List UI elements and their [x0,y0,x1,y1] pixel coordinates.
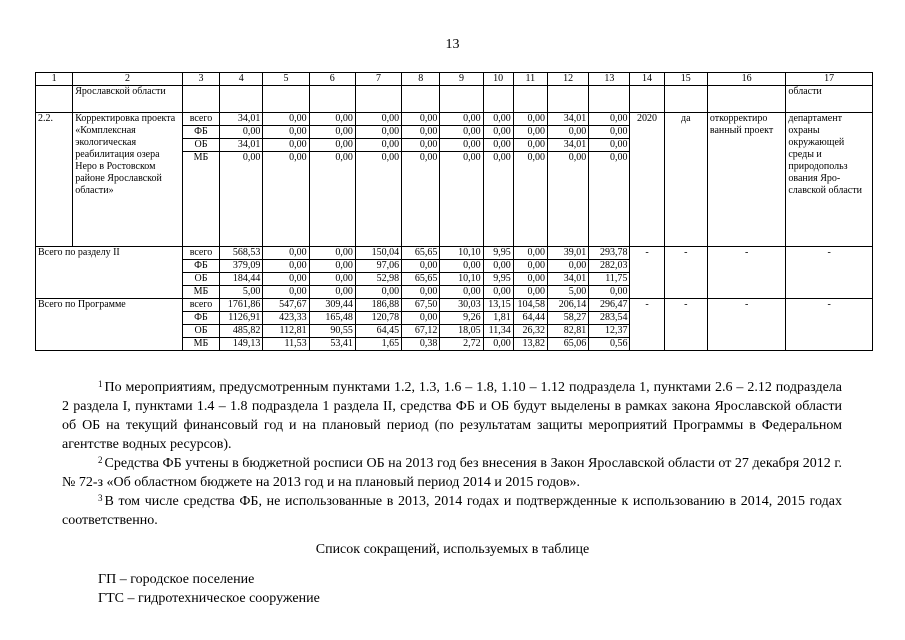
amount-cell: 296,47 [589,299,630,312]
abbreviation-item: ГП – городское поселение [98,572,255,587]
table-row [36,113,873,126]
col-num: 17 [786,73,873,86]
table-row [36,247,873,260]
dash-cell: - [786,247,873,299]
col-num: 12 [547,73,588,86]
amount-cell: 547,67 [263,299,309,312]
table-row [36,299,873,312]
amount-cell: 282,03 [589,260,630,273]
amount-cell: 9,95 [483,273,513,286]
amount-cell: 53,41 [309,338,355,351]
amount-cell: 9,26 [440,312,483,325]
funding-source: всего [182,299,219,312]
amount-cell: 104,58 [513,299,547,312]
cell [664,86,707,113]
amount-cell: 0,00 [263,286,309,299]
footnotes [62,378,842,530]
amount-cell: 0,00 [589,286,630,299]
amount-cell: 67,12 [402,325,440,338]
amount-cell: 0,00 [309,247,355,260]
amount-cell: 206,14 [547,299,588,312]
col-num: 6 [309,73,355,86]
amount-cell: 0,00 [483,126,513,139]
item-flag: да [664,113,707,247]
amount-cell: 34,01 [547,139,588,152]
amount-cell: 0,00 [513,260,547,273]
funding-source: ФБ [182,126,219,139]
amount-cell: 0,00 [309,139,355,152]
amount-cell: 39,01 [547,247,588,260]
cell [513,86,547,113]
amount-cell: 379,09 [220,260,263,273]
amount-cell: 0,00 [355,139,401,152]
dash-cell: - [707,247,785,299]
amount-cell: 0,00 [355,286,401,299]
cell [220,86,263,113]
amount-cell: 10,10 [440,273,483,286]
amount-cell: 0,00 [309,260,355,273]
continuation-executor: области [786,86,873,113]
amount-cell: 0,00 [513,247,547,260]
amount-cell: 0,00 [309,273,355,286]
amount-cell: 0,00 [440,126,483,139]
abbreviations-title: Список сокращений, используемых в таблице [315,542,590,557]
amount-cell: 0,38 [402,338,440,351]
continuation-row [36,86,873,113]
budget-table [35,72,873,351]
amount-cell: 18,05 [440,325,483,338]
cell [630,86,664,113]
funding-source: всего [182,247,219,260]
amount-cell: 0,00 [355,113,401,126]
amount-cell: 0,00 [483,338,513,351]
footnote [62,492,842,530]
funding-source: МБ [182,286,219,299]
amount-cell: 0,00 [263,273,309,286]
col-num: 7 [355,73,401,86]
col-num: 5 [263,73,309,86]
cell [483,86,513,113]
item-number: 2.2. [36,113,73,247]
amount-cell: 90,55 [309,325,355,338]
footnote-mark: 3 [98,493,103,503]
amount-cell: 184,44 [220,273,263,286]
amount-cell: 293,78 [589,247,630,260]
amount-cell: 12,37 [589,325,630,338]
amount-cell: 0,00 [263,113,309,126]
amount-cell: 0,00 [263,247,309,260]
amount-cell: 67,50 [402,299,440,312]
amount-cell: 5,00 [220,286,263,299]
col-num: 10 [483,73,513,86]
footnote-mark: 2 [98,455,103,465]
amount-cell: 65,65 [402,273,440,286]
footnote-text: В том числе средства ФБ, не использованные в 2013, 2014 годах и подтвержденные к использованию в 2014, 2015 годах соответственно. [62,494,842,528]
cell [547,86,588,113]
footnote [62,378,842,454]
amount-cell: 0,00 [402,286,440,299]
amount-cell: 5,00 [547,286,588,299]
amount-cell: 165,48 [309,312,355,325]
col-num: 16 [707,73,785,86]
amount-cell: 0,00 [402,312,440,325]
amount-cell: 568,53 [220,247,263,260]
amount-cell: 0,00 [309,152,355,247]
cell [707,86,785,113]
amount-cell: 30,03 [440,299,483,312]
cell [355,86,401,113]
total-label: Всего по разделу II [36,247,183,299]
col-num: 14 [630,73,664,86]
funding-source: ОБ [182,139,219,152]
dash-cell: - [664,299,707,351]
cell [36,86,73,113]
amount-cell: 0,00 [440,260,483,273]
amount-cell: 0,00 [355,152,401,247]
amount-cell: 10,10 [440,247,483,260]
amount-cell: 1126,91 [220,312,263,325]
footnote-mark: 1 [98,379,103,389]
col-num: 13 [589,73,630,86]
amount-cell: 13,82 [513,338,547,351]
amount-cell: 149,13 [220,338,263,351]
funding-source: ОБ [182,273,219,286]
funding-source: всего [182,113,219,126]
amount-cell: 26,32 [513,325,547,338]
amount-cell: 13,15 [483,299,513,312]
amount-cell: 309,44 [309,299,355,312]
amount-cell: 0,00 [402,152,440,247]
dash-cell: - [786,299,873,351]
funding-source: ФБ [182,312,219,325]
amount-cell: 0,00 [402,113,440,126]
abbreviations-list [98,570,320,608]
amount-cell: 0,00 [355,126,401,139]
amount-cell: 0,00 [513,139,547,152]
amount-cell: 2,72 [440,338,483,351]
amount-cell: 9,95 [483,247,513,260]
cell [440,86,483,113]
funding-source: ОБ [182,325,219,338]
footnote-text: По мероприятиям, предусмотренным пунктами 1.2, 1.3, 1.6 – 1.8, 1.10 – 1.12 подраздела 1, пунктами 2.6 – 2.12 подраздела 2 раздела I, пунктами 1.4 – 1.8 подраздела 1 раздела II, средства ФБ и ОБ будут выделены в рамках закона Ярославской области об ОБ на текущий финансовый год и на плановый период (по результатам защиты мероприятий Программы в Федеральном агентстве водных ресурсов). [62,380,842,452]
amount-cell: 97,06 [355,260,401,273]
amount-cell: 0,00 [263,126,309,139]
amount-cell: 34,01 [220,139,263,152]
amount-cell: 64,44 [513,312,547,325]
amount-cell: 64,45 [355,325,401,338]
amount-cell: 0,00 [483,139,513,152]
amount-cell: 0,00 [402,260,440,273]
amount-cell: 82,81 [547,325,588,338]
amount-cell: 0,00 [309,286,355,299]
col-num: 9 [440,73,483,86]
amount-cell: 0,00 [483,113,513,126]
col-num: 1 [36,73,73,86]
amount-cell: 1761,86 [220,299,263,312]
col-num: 4 [220,73,263,86]
col-num: 2 [73,73,183,86]
amount-cell: 0,00 [440,113,483,126]
amount-cell: 58,27 [547,312,588,325]
amount-cell: 0,00 [440,152,483,247]
amount-cell: 0,00 [263,139,309,152]
amount-cell: 0,00 [309,113,355,126]
amount-cell: 0,00 [547,152,588,247]
amount-cell: 1,81 [483,312,513,325]
dash-cell: - [630,299,664,351]
column-numbers-row [36,73,873,86]
amount-cell: 0,00 [513,286,547,299]
col-num: 3 [182,73,219,86]
dash-cell: - [707,299,785,351]
dash-cell: - [664,247,707,299]
amount-cell: 11,75 [589,273,630,286]
amount-cell: 0,00 [220,126,263,139]
item-executor: департамент охраны окружающей среды и природопольз ования Яро- славской области [786,113,873,247]
amount-cell: 0,00 [483,260,513,273]
amount-cell: 0,00 [589,139,630,152]
amount-cell: 11,53 [263,338,309,351]
amount-cell: 0,00 [440,139,483,152]
item-result: откорректиро ванный проект [707,113,785,247]
amount-cell: 52,98 [355,273,401,286]
amount-cell: 112,81 [263,325,309,338]
page-number: 13 [445,37,460,52]
item-year: 2020 [630,113,664,247]
cell [182,86,219,113]
amount-cell: 0,00 [513,126,547,139]
dash-cell: - [630,247,664,299]
funding-source: МБ [182,338,219,351]
amount-cell: 34,01 [547,113,588,126]
amount-cell: 423,33 [263,312,309,325]
amount-cell: 0,00 [589,126,630,139]
amount-cell: 0,00 [440,286,483,299]
amount-cell: 65,65 [402,247,440,260]
amount-cell: 0,00 [513,273,547,286]
abbreviation-item: ГТС – гидротехническое сооружение [98,591,320,606]
amount-cell: 0,00 [513,152,547,247]
col-num: 11 [513,73,547,86]
item-name: Корректировка проекта «Комплексная экологическая реабилитация озера Неро в Ростовском районе Ярославской области» [73,113,183,247]
amount-cell: 0,00 [402,139,440,152]
cell [589,86,630,113]
amount-cell: 34,01 [220,113,263,126]
funding-source: МБ [182,152,219,247]
amount-cell: 485,82 [220,325,263,338]
funding-source: ФБ [182,260,219,273]
col-num: 15 [664,73,707,86]
cell [402,86,440,113]
amount-cell: 0,00 [547,260,588,273]
amount-cell: 0,00 [483,152,513,247]
amount-cell: 283,54 [589,312,630,325]
amount-cell: 0,00 [589,152,630,247]
continuation-name: Ярославской области [73,86,183,113]
amount-cell: 11,34 [483,325,513,338]
amount-cell: 34,01 [547,273,588,286]
amount-cell: 1,65 [355,338,401,351]
amount-cell: 186,88 [355,299,401,312]
amount-cell: 0,00 [483,286,513,299]
amount-cell: 120,78 [355,312,401,325]
total-label: Всего по Программе [36,299,183,351]
amount-cell: 150,04 [355,247,401,260]
amount-cell: 0,00 [309,126,355,139]
cell [309,86,355,113]
amount-cell: 0,00 [402,126,440,139]
amount-cell: 0,00 [220,152,263,247]
amount-cell: 0,00 [589,113,630,126]
footnote-text: Средства ФБ учтены в бюджетной росписи ОБ на 2013 год без внесения в Закон Ярославской области от 27 декабря 2012 г. № 72-з «Об областном бюджете на 2013 год и на плановый период 2014 и 2015 годов». [62,456,842,490]
amount-cell: 0,00 [263,152,309,247]
amount-cell: 0,00 [263,260,309,273]
footnote [62,454,842,492]
cell [263,86,309,113]
amount-cell: 0,56 [589,338,630,351]
col-num: 8 [402,73,440,86]
amount-cell: 65,06 [547,338,588,351]
amount-cell: 0,00 [547,126,588,139]
amount-cell: 0,00 [513,113,547,126]
